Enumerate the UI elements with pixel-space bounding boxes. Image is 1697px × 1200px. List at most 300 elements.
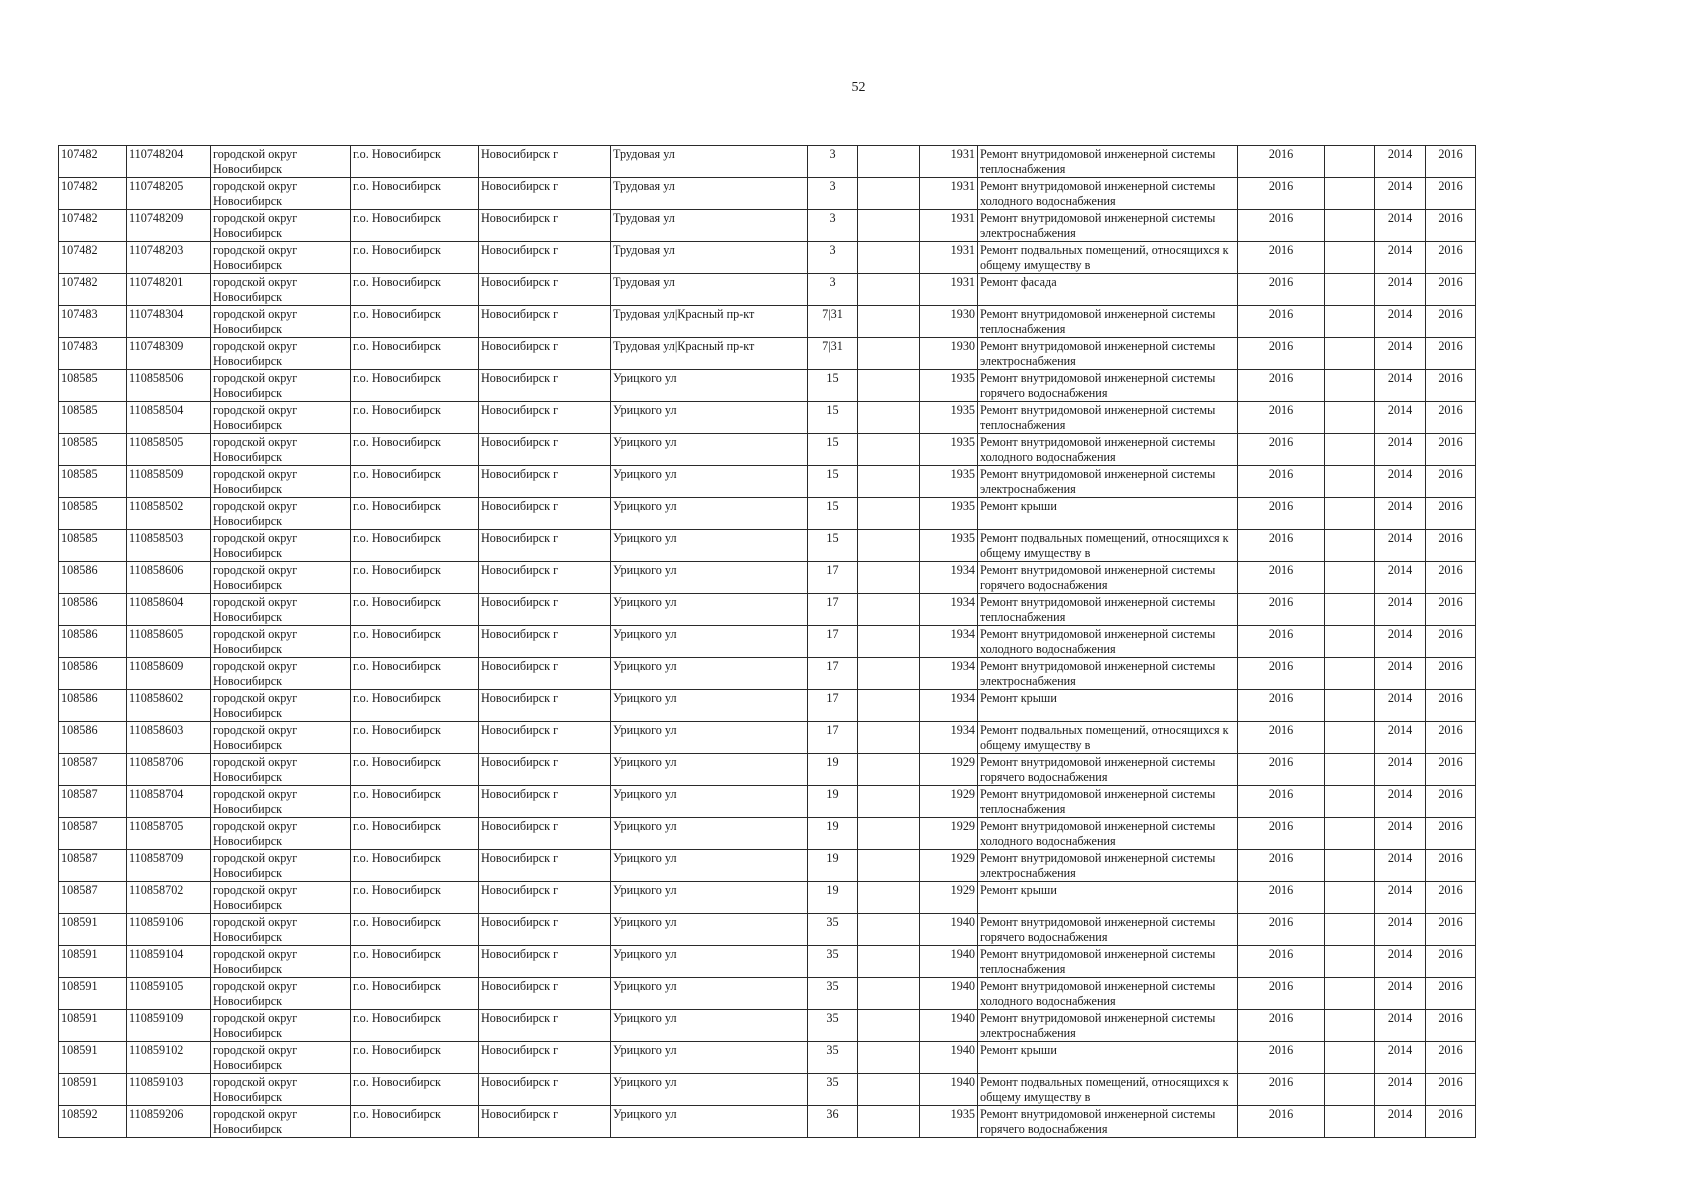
cell-empty [858,786,920,818]
cell-house-id: 108585 [59,370,127,402]
cell-period-from: 2014 [1375,466,1426,498]
cell-period-from: 2014 [1375,882,1426,914]
cell-period-from: 2014 [1375,658,1426,690]
cell-district: г.о. Новосибирск [351,722,479,754]
cell-house-number: 17 [808,626,858,658]
cell-empty [1325,562,1375,594]
cell-plan-year: 2016 [1238,914,1325,946]
cell-period-from: 2014 [1375,402,1426,434]
cell-empty [1325,306,1375,338]
cell-house-number: 3 [808,242,858,274]
cell-empty [1325,530,1375,562]
cell-period-from: 2014 [1375,1042,1426,1074]
cell-build-year: 1935 [920,530,978,562]
cell-city: Новосибирск г [479,594,611,626]
cell-empty [858,690,920,722]
cell-empty [858,626,920,658]
cell-empty [1325,1074,1375,1106]
cell-plan-year: 2016 [1238,210,1325,242]
cell-build-year: 1935 [920,498,978,530]
cell-build-year: 1929 [920,754,978,786]
cell-period-to: 2016 [1426,210,1476,242]
cell-work-code: 110748304 [127,306,211,338]
cell-empty [858,530,920,562]
cell-empty [858,1010,920,1042]
cell-house-id: 107482 [59,242,127,274]
cell-district: г.о. Новосибирск [351,1010,479,1042]
cell-empty [858,754,920,786]
cell-city: Новосибирск г [479,434,611,466]
cell-empty [1325,242,1375,274]
cell-plan-year: 2016 [1238,370,1325,402]
cell-work-type: Ремонт внутридомовой инженерной системы теплоснабжения [978,946,1238,978]
cell-empty [1325,658,1375,690]
cell-plan-year: 2016 [1238,786,1325,818]
cell-period-from: 2014 [1375,1074,1426,1106]
cell-work-type: Ремонт внутридомовой инженерной системы электроснабжения [978,1010,1238,1042]
cell-empty [1325,626,1375,658]
cell-work-type: Ремонт внутридомовой инженерной системы холодного водоснабжения [978,626,1238,658]
cell-build-year: 1935 [920,466,978,498]
cell-work-code: 110858505 [127,434,211,466]
cell-work-code: 110858609 [127,658,211,690]
cell-empty [858,1106,920,1138]
cell-house-number: 15 [808,434,858,466]
table-row [59,210,1476,242]
cell-work-code: 110858702 [127,882,211,914]
cell-street: Трудовая ул [611,146,808,178]
cell-house-id: 108586 [59,658,127,690]
cell-period-to: 2016 [1426,722,1476,754]
cell-house-number: 19 [808,786,858,818]
cell-street: Урицкого ул [611,978,808,1010]
cell-house-id: 107482 [59,274,127,306]
cell-empty [1325,850,1375,882]
cell-work-code: 110859109 [127,1010,211,1042]
cell-city: Новосибирск г [479,850,611,882]
cell-work-code: 110859105 [127,978,211,1010]
cell-house-number: 15 [808,370,858,402]
cell-period-to: 2016 [1426,946,1476,978]
cell-work-type: Ремонт внутридомовой инженерной системы холодного водоснабжения [978,178,1238,210]
cell-empty [858,146,920,178]
cell-municipality: городской округ Новосибирск [211,722,351,754]
cell-build-year: 1940 [920,1010,978,1042]
cell-district: г.о. Новосибирск [351,466,479,498]
cell-period-to: 2016 [1426,594,1476,626]
table-row [59,914,1476,946]
cell-district: г.о. Новосибирск [351,1106,479,1138]
cell-period-to: 2016 [1426,402,1476,434]
cell-municipality: городской округ Новосибирск [211,1042,351,1074]
cell-empty [1325,722,1375,754]
cell-street: Урицкого ул [611,626,808,658]
cell-plan-year: 2016 [1238,242,1325,274]
cell-empty [858,722,920,754]
cell-empty [1325,498,1375,530]
cell-district: г.о. Новосибирск [351,178,479,210]
cell-work-type: Ремонт внутридомовой инженерной системы электроснабжения [978,850,1238,882]
cell-period-from: 2014 [1375,850,1426,882]
table-row [59,786,1476,818]
cell-period-to: 2016 [1426,978,1476,1010]
cell-build-year: 1940 [920,946,978,978]
cell-plan-year: 2016 [1238,978,1325,1010]
cell-plan-year: 2016 [1238,658,1325,690]
cell-work-type: Ремонт внутридомовой инженерной системы электроснабжения [978,338,1238,370]
cell-work-type: Ремонт внутридомовой инженерной системы холодного водоснабжения [978,818,1238,850]
cell-city: Новосибирск г [479,882,611,914]
cell-period-to: 2016 [1426,1074,1476,1106]
cell-street: Урицкого ул [611,914,808,946]
cell-city: Новосибирск г [479,274,611,306]
cell-period-from: 2014 [1375,786,1426,818]
cell-period-from: 2014 [1375,818,1426,850]
cell-city: Новосибирск г [479,370,611,402]
cell-work-code: 110858509 [127,466,211,498]
cell-period-from: 2014 [1375,594,1426,626]
cell-municipality: городской округ Новосибирск [211,242,351,274]
cell-city: Новосибирск г [479,562,611,594]
cell-city: Новосибирск г [479,210,611,242]
cell-work-type: Ремонт внутридомовой инженерной системы холодного водоснабжения [978,434,1238,466]
cell-empty [1325,338,1375,370]
cell-work-code: 110859103 [127,1074,211,1106]
cell-build-year: 1931 [920,210,978,242]
cell-municipality: городской округ Новосибирск [211,562,351,594]
cell-plan-year: 2016 [1238,754,1325,786]
cell-work-code: 110858602 [127,690,211,722]
cell-empty [1325,466,1375,498]
cell-work-code: 110858502 [127,498,211,530]
cell-municipality: городской округ Новосибирск [211,370,351,402]
cell-plan-year: 2016 [1238,882,1325,914]
cell-city: Новосибирск г [479,658,611,690]
cell-empty [858,434,920,466]
table-row [59,370,1476,402]
cell-house-number: 3 [808,146,858,178]
cell-city: Новосибирск г [479,178,611,210]
cell-period-to: 2016 [1426,466,1476,498]
cell-street: Урицкого ул [611,946,808,978]
cell-district: г.о. Новосибирск [351,306,479,338]
cell-city: Новосибирск г [479,530,611,562]
cell-street: Урицкого ул [611,1074,808,1106]
cell-city: Новосибирск г [479,1074,611,1106]
cell-house-id: 107482 [59,210,127,242]
cell-plan-year: 2016 [1238,306,1325,338]
cell-city: Новосибирск г [479,626,611,658]
cell-street: Урицкого ул [611,722,808,754]
cell-empty [1325,754,1375,786]
cell-work-type: Ремонт внутридомовой инженерной системы горячего водоснабжения [978,914,1238,946]
cell-work-type: Ремонт внутридомовой инженерной системы теплоснабжения [978,306,1238,338]
cell-municipality: городской округ Новосибирск [211,498,351,530]
cell-plan-year: 2016 [1238,946,1325,978]
cell-plan-year: 2016 [1238,1042,1325,1074]
cell-house-id: 107483 [59,338,127,370]
cell-city: Новосибирск г [479,402,611,434]
cell-district: г.о. Новосибирск [351,402,479,434]
cell-work-type: Ремонт крыши [978,1042,1238,1074]
cell-period-to: 2016 [1426,1042,1476,1074]
cell-empty [858,178,920,210]
cell-district: г.о. Новосибирск [351,242,479,274]
cell-house-number: 36 [808,1106,858,1138]
cell-street: Трудовая ул [611,242,808,274]
cell-empty [1325,594,1375,626]
cell-plan-year: 2016 [1238,722,1325,754]
cell-empty [858,978,920,1010]
cell-work-type: Ремонт внутридомовой инженерной системы электроснабжения [978,210,1238,242]
cell-district: г.о. Новосибирск [351,690,479,722]
cell-work-code: 110859102 [127,1042,211,1074]
cell-work-code: 110858706 [127,754,211,786]
cell-city: Новосибирск г [479,914,611,946]
cell-period-to: 2016 [1426,754,1476,786]
cell-plan-year: 2016 [1238,274,1325,306]
cell-street: Урицкого ул [611,530,808,562]
cell-period-to: 2016 [1426,882,1476,914]
cell-municipality: городской округ Новосибирск [211,1074,351,1106]
cell-city: Новосибирск г [479,946,611,978]
cell-house-number: 15 [808,402,858,434]
cell-house-id: 108591 [59,978,127,1010]
cell-period-to: 2016 [1426,146,1476,178]
cell-city: Новосибирск г [479,722,611,754]
cell-municipality: городской округ Новосибирск [211,1106,351,1138]
cell-plan-year: 2016 [1238,178,1325,210]
cell-work-code: 110748203 [127,242,211,274]
cell-house-id: 108587 [59,818,127,850]
cell-municipality: городской округ Новосибирск [211,818,351,850]
cell-house-id: 108586 [59,626,127,658]
cell-municipality: городской округ Новосибирск [211,978,351,1010]
cell-house-number: 19 [808,754,858,786]
cell-city: Новосибирск г [479,754,611,786]
cell-district: г.о. Новосибирск [351,978,479,1010]
table-row [59,146,1476,178]
cell-city: Новосибирск г [479,786,611,818]
cell-district: г.о. Новосибирск [351,626,479,658]
cell-district: г.о. Новосибирск [351,434,479,466]
cell-city: Новосибирск г [479,1106,611,1138]
cell-build-year: 1931 [920,178,978,210]
cell-house-id: 108585 [59,402,127,434]
cell-city: Новосибирск г [479,818,611,850]
cell-period-from: 2014 [1375,562,1426,594]
cell-street: Трудовая ул|Красный пр-кт [611,338,808,370]
cell-district: г.о. Новосибирск [351,562,479,594]
cell-house-number: 15 [808,498,858,530]
cell-house-number: 15 [808,530,858,562]
cell-work-type: Ремонт фасада [978,274,1238,306]
cell-street: Урицкого ул [611,882,808,914]
cell-empty [858,306,920,338]
cell-period-from: 2014 [1375,498,1426,530]
cell-empty [1325,146,1375,178]
cell-work-code: 110858704 [127,786,211,818]
cell-municipality: городской округ Новосибирск [211,146,351,178]
cell-period-to: 2016 [1426,850,1476,882]
cell-plan-year: 2016 [1238,626,1325,658]
cell-district: г.о. Новосибирск [351,594,479,626]
cell-municipality: городской округ Новосибирск [211,626,351,658]
cell-street: Урицкого ул [611,562,808,594]
cell-work-type: Ремонт внутридомовой инженерной системы теплоснабжения [978,402,1238,434]
cell-street: Урицкого ул [611,818,808,850]
cell-work-type: Ремонт подвальных помещений, относящихся к общему имуществу в [978,530,1238,562]
registry-table [58,145,1476,1138]
cell-municipality: городской округ Новосибирск [211,690,351,722]
cell-district: г.о. Новосибирск [351,850,479,882]
cell-plan-year: 2016 [1238,434,1325,466]
cell-plan-year: 2016 [1238,1010,1325,1042]
cell-house-number: 19 [808,818,858,850]
cell-work-type: Ремонт подвальных помещений, относящихся к общему имуществу в [978,1074,1238,1106]
cell-period-from: 2014 [1375,434,1426,466]
cell-work-type: Ремонт подвальных помещений, относящихся к общему имуществу в [978,242,1238,274]
cell-municipality: городской округ Новосибирск [211,274,351,306]
cell-house-number: 7|31 [808,338,858,370]
cell-period-from: 2014 [1375,690,1426,722]
cell-work-type: Ремонт внутридомовой инженерной системы горячего водоснабжения [978,1106,1238,1138]
cell-empty [858,946,920,978]
cell-work-type: Ремонт внутридомовой инженерной системы холодного водоснабжения [978,978,1238,1010]
cell-street: Урицкого ул [611,402,808,434]
cell-work-type: Ремонт внутридомовой инженерной системы горячего водоснабжения [978,562,1238,594]
cell-empty [858,338,920,370]
cell-work-code: 110748205 [127,178,211,210]
cell-municipality: городской округ Новосибирск [211,178,351,210]
table-row [59,242,1476,274]
cell-work-code: 110858705 [127,818,211,850]
cell-empty [1325,690,1375,722]
cell-house-id: 108585 [59,466,127,498]
cell-work-code: 110858503 [127,530,211,562]
cell-period-from: 2014 [1375,1010,1426,1042]
cell-period-from: 2014 [1375,210,1426,242]
cell-house-id: 108586 [59,690,127,722]
cell-period-to: 2016 [1426,690,1476,722]
cell-house-id: 108587 [59,786,127,818]
cell-work-code: 110858603 [127,722,211,754]
cell-period-to: 2016 [1426,626,1476,658]
table-row [59,882,1476,914]
cell-municipality: городской округ Новосибирск [211,786,351,818]
cell-district: г.о. Новосибирск [351,146,479,178]
cell-city: Новосибирск г [479,306,611,338]
cell-municipality: городской округ Новосибирск [211,946,351,978]
cell-period-from: 2014 [1375,146,1426,178]
cell-work-code: 110859106 [127,914,211,946]
cell-period-to: 2016 [1426,914,1476,946]
cell-plan-year: 2016 [1238,338,1325,370]
cell-work-code: 110748309 [127,338,211,370]
cell-house-number: 3 [808,210,858,242]
cell-work-type: Ремонт подвальных помещений, относящихся к общему имуществу в [978,722,1238,754]
cell-street: Урицкого ул [611,434,808,466]
cell-plan-year: 2016 [1238,466,1325,498]
cell-district: г.о. Новосибирск [351,1042,479,1074]
cell-empty [858,850,920,882]
cell-build-year: 1935 [920,1106,978,1138]
cell-municipality: городской округ Новосибирск [211,882,351,914]
cell-work-type: Ремонт крыши [978,690,1238,722]
cell-house-number: 17 [808,658,858,690]
cell-house-number: 35 [808,1074,858,1106]
cell-build-year: 1934 [920,690,978,722]
cell-plan-year: 2016 [1238,530,1325,562]
table-row [59,466,1476,498]
cell-house-number: 19 [808,882,858,914]
cell-city: Новосибирск г [479,1042,611,1074]
cell-municipality: городской округ Новосибирск [211,306,351,338]
cell-plan-year: 2016 [1238,146,1325,178]
table-row [59,1010,1476,1042]
cell-empty [1325,818,1375,850]
cell-street: Урицкого ул [611,370,808,402]
cell-empty [858,1042,920,1074]
cell-period-to: 2016 [1426,338,1476,370]
cell-period-to: 2016 [1426,530,1476,562]
cell-build-year: 1940 [920,1074,978,1106]
cell-plan-year: 2016 [1238,402,1325,434]
cell-empty [858,402,920,434]
cell-build-year: 1934 [920,722,978,754]
cell-build-year: 1929 [920,818,978,850]
cell-street: Трудовая ул [611,210,808,242]
table-body [59,146,1476,1138]
cell-build-year: 1931 [920,242,978,274]
table-row [59,434,1476,466]
cell-house-number: 17 [808,722,858,754]
cell-period-from: 2014 [1375,370,1426,402]
table-row [59,658,1476,690]
table-row [59,626,1476,658]
cell-empty [1325,370,1375,402]
cell-period-to: 2016 [1426,1106,1476,1138]
cell-street: Урицкого ул [611,786,808,818]
cell-plan-year: 2016 [1238,498,1325,530]
cell-period-to: 2016 [1426,370,1476,402]
cell-plan-year: 2016 [1238,562,1325,594]
cell-work-code: 110858605 [127,626,211,658]
cell-house-id: 108591 [59,914,127,946]
cell-house-number: 3 [808,178,858,210]
cell-empty [1325,178,1375,210]
table-row [59,946,1476,978]
cell-build-year: 1934 [920,626,978,658]
cell-work-type: Ремонт внутридомовой инженерной системы теплоснабжения [978,146,1238,178]
cell-work-type: Ремонт внутридомовой инженерной системы теплоснабжения [978,786,1238,818]
cell-build-year: 1929 [920,882,978,914]
cell-empty [858,658,920,690]
cell-empty [858,1074,920,1106]
cell-empty [858,594,920,626]
cell-house-id: 107483 [59,306,127,338]
cell-period-from: 2014 [1375,178,1426,210]
cell-municipality: городской округ Новосибирск [211,1010,351,1042]
cell-empty [1325,914,1375,946]
cell-work-code: 110748209 [127,210,211,242]
cell-house-id: 107482 [59,146,127,178]
cell-house-id: 108585 [59,530,127,562]
cell-empty [858,882,920,914]
cell-street: Урицкого ул [611,1010,808,1042]
cell-municipality: городской округ Новосибирск [211,658,351,690]
cell-empty [858,498,920,530]
